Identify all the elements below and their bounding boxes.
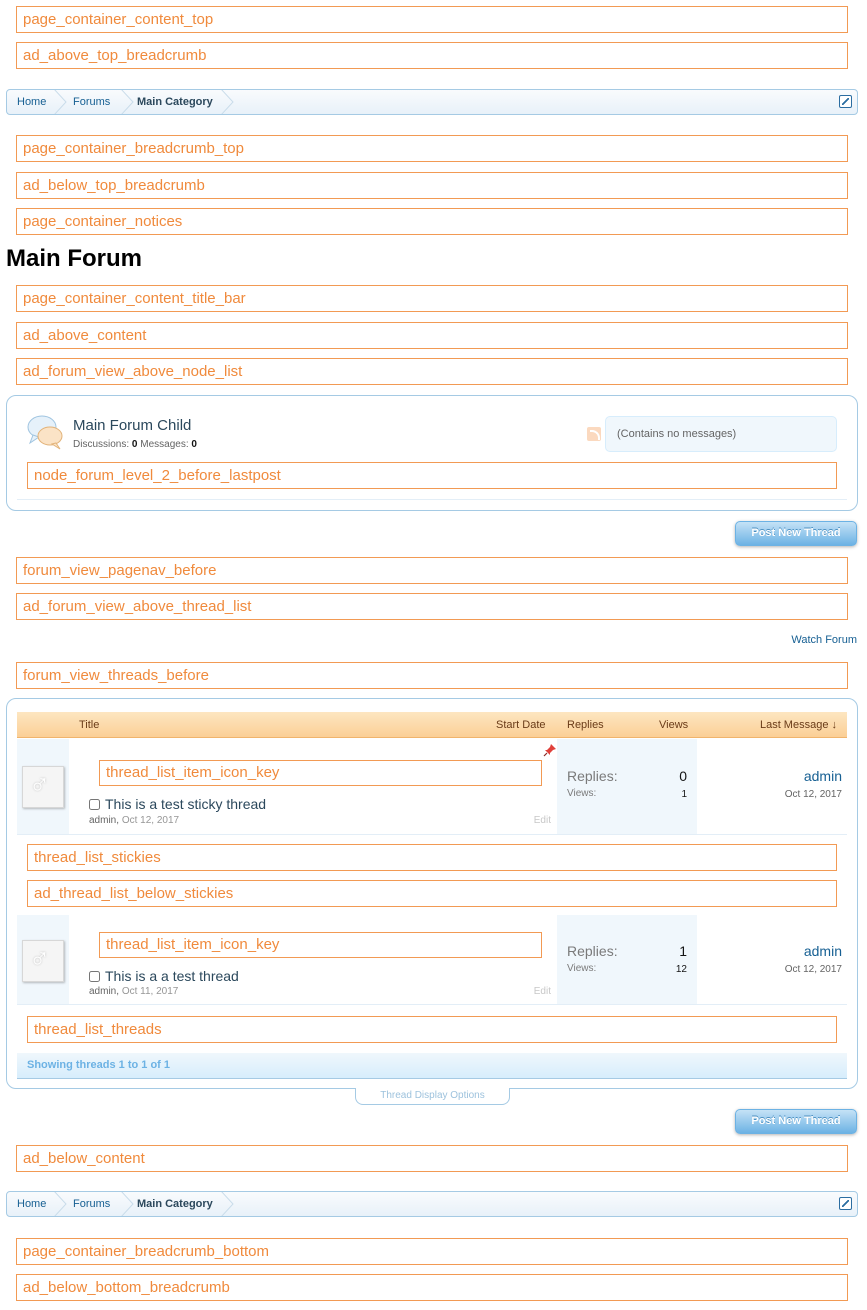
- hook-notices: page_container_notices: [16, 208, 848, 235]
- breadcrumb-separator-icon: [120, 89, 134, 115]
- post-new-thread-button-top[interactable]: Post New Thread: [735, 521, 857, 546]
- views-count: 12: [675, 964, 687, 975]
- breadcrumb-separator-icon: [120, 1191, 134, 1217]
- jump-menu-icon[interactable]: [839, 95, 852, 108]
- thread-last-message-cell: [697, 915, 847, 1005]
- node-list: [6, 395, 858, 511]
- replies-count: 0: [679, 768, 687, 784]
- replies-label: Replies:: [567, 943, 618, 959]
- avatar[interactable]: [22, 766, 64, 808]
- hook-below-content: ad_below_content: [16, 1145, 848, 1172]
- last-message-user[interactable]: admin: [803, 768, 842, 784]
- breadcrumb-main-category[interactable]: Main Category: [137, 1198, 213, 1210]
- hook-below-bottom-breadcrumb: ad_below_bottom_breadcrumb: [16, 1274, 848, 1301]
- post-new-thread-button-bottom[interactable]: Post New Thread: [735, 1109, 857, 1134]
- thread-meta: admin, Oct 12, 2017: [89, 815, 180, 826]
- thread-display-options-tab[interactable]: Thread Display Options: [355, 1088, 510, 1105]
- column-title[interactable]: Title: [79, 719, 100, 731]
- hook-content-title-bar: page_container_content_title_bar: [16, 285, 848, 312]
- thread-list: [6, 698, 858, 1089]
- breadcrumb-separator-icon: [53, 1191, 67, 1217]
- messages-count: 0: [191, 439, 197, 450]
- views-label: Views:: [567, 963, 597, 974]
- views-count: 1: [681, 789, 687, 800]
- messages-label: Messages:: [140, 439, 189, 450]
- edit-link[interactable]: Edit: [533, 815, 551, 826]
- avatar[interactable]: [22, 940, 64, 982]
- discussions-label: Discussions:: [73, 439, 130, 450]
- thread-row: [17, 915, 847, 1005]
- thread-row-sticky: [17, 739, 847, 835]
- column-last-message[interactable]: Last Message ↓: [759, 719, 837, 731]
- breadcrumb-top: [6, 89, 858, 115]
- thread-author[interactable]: admin: [89, 815, 117, 826]
- breadcrumb-main-category[interactable]: Main Category: [137, 96, 213, 108]
- hook-above-content: ad_above_content: [16, 322, 848, 349]
- column-views[interactable]: Views: [659, 719, 689, 731]
- hook-above-thread-list: ad_forum_view_above_thread_list: [16, 593, 848, 620]
- breadcrumb-separator-icon: [53, 89, 67, 115]
- edit-link[interactable]: Edit: [533, 986, 551, 997]
- avatar-cell: [17, 915, 69, 1005]
- thread-list-header: [17, 712, 847, 738]
- watch-forum-link[interactable]: Watch Forum: [791, 634, 857, 646]
- thread-stats-cell: [557, 915, 697, 1005]
- hook-below-top-breadcrumb: ad_below_top_breadcrumb: [16, 172, 848, 199]
- breadcrumb-forums[interactable]: Forums: [73, 1198, 111, 1210]
- thread-start-date[interactable]: Oct 11, 2017: [121, 986, 179, 997]
- thread-last-message-cell: [697, 739, 847, 835]
- hook-content-top: page_container_content_top: [16, 6, 848, 33]
- last-message-date[interactable]: Oct 12, 2017: [784, 789, 842, 800]
- thread-meta: admin, Oct 11, 2017: [89, 986, 179, 997]
- page-title: Main Forum: [6, 245, 142, 272]
- thread-start-date[interactable]: Oct 12, 2017: [121, 815, 180, 826]
- hook-above-node-list: ad_forum_view_above_node_list: [16, 358, 848, 385]
- sticky-pin-icon: [543, 743, 557, 757]
- node-lastpost: (Contains no messages): [605, 416, 837, 452]
- thread-select-checkbox[interactable]: [89, 971, 100, 982]
- thread-author[interactable]: admin: [89, 986, 117, 997]
- thread-title-link[interactable]: This is a a test thread: [105, 968, 239, 984]
- row-divider: [17, 1004, 847, 1005]
- node-divider: [17, 499, 847, 500]
- hook-icon-key: thread_list_item_icon_key: [99, 932, 542, 958]
- rss-icon[interactable]: [587, 427, 601, 441]
- thread-list-footer: Showing threads 1 to 1 of 1: [17, 1053, 847, 1079]
- thread-main-cell: [69, 739, 557, 835]
- avatar-cell: [17, 739, 69, 835]
- thread-stats-cell: [557, 739, 697, 835]
- hook-threads-before: forum_view_threads_before: [16, 662, 848, 689]
- hook-stickies: thread_list_stickies: [27, 844, 837, 871]
- hook-breadcrumb-top: page_container_breadcrumb_top: [16, 135, 848, 162]
- hook-threads: thread_list_threads: [27, 1016, 837, 1043]
- node-stats: [73, 439, 197, 450]
- breadcrumb-home[interactable]: Home: [17, 96, 47, 108]
- views-label: Views:: [567, 788, 597, 799]
- column-start-date[interactable]: Start Date: [496, 719, 546, 731]
- column-replies[interactable]: Replies: [567, 719, 604, 731]
- replies-label: Replies:: [567, 768, 618, 784]
- breadcrumb-separator-icon: [220, 89, 234, 115]
- last-message-date[interactable]: Oct 12, 2017: [784, 964, 842, 975]
- breadcrumb-home[interactable]: Home: [17, 1198, 47, 1210]
- hook-icon-key: thread_list_item_icon_key: [99, 760, 542, 786]
- hook-before-lastpost: node_forum_level_2_before_lastpost: [27, 462, 837, 489]
- discussions-count: 0: [131, 439, 138, 450]
- last-message-user[interactable]: admin: [803, 943, 842, 959]
- hook-breadcrumb-bottom: page_container_breadcrumb_bottom: [16, 1238, 848, 1265]
- breadcrumb-separator-icon: [220, 1191, 234, 1217]
- thread-title[interactable]: [89, 796, 266, 812]
- replies-count: 1: [679, 943, 687, 959]
- forum-read-icon: [25, 412, 65, 452]
- jump-menu-icon[interactable]: [839, 1197, 852, 1210]
- thread-main-cell: [69, 915, 557, 1005]
- hook-above-top-breadcrumb: ad_above_top_breadcrumb: [16, 42, 848, 69]
- breadcrumb-forums[interactable]: Forums: [73, 96, 111, 108]
- thread-select-checkbox[interactable]: [89, 799, 100, 810]
- thread-title[interactable]: [89, 968, 239, 984]
- node-title-link[interactable]: Main Forum Child: [73, 417, 192, 434]
- thread-title-link[interactable]: This is a test sticky thread: [105, 796, 267, 812]
- row-divider: [17, 834, 847, 835]
- breadcrumb-bottom: [6, 1191, 858, 1217]
- hook-below-stickies: ad_thread_list_below_stickies: [27, 880, 837, 907]
- hook-pagenav-before: forum_view_pagenav_before: [16, 557, 848, 584]
